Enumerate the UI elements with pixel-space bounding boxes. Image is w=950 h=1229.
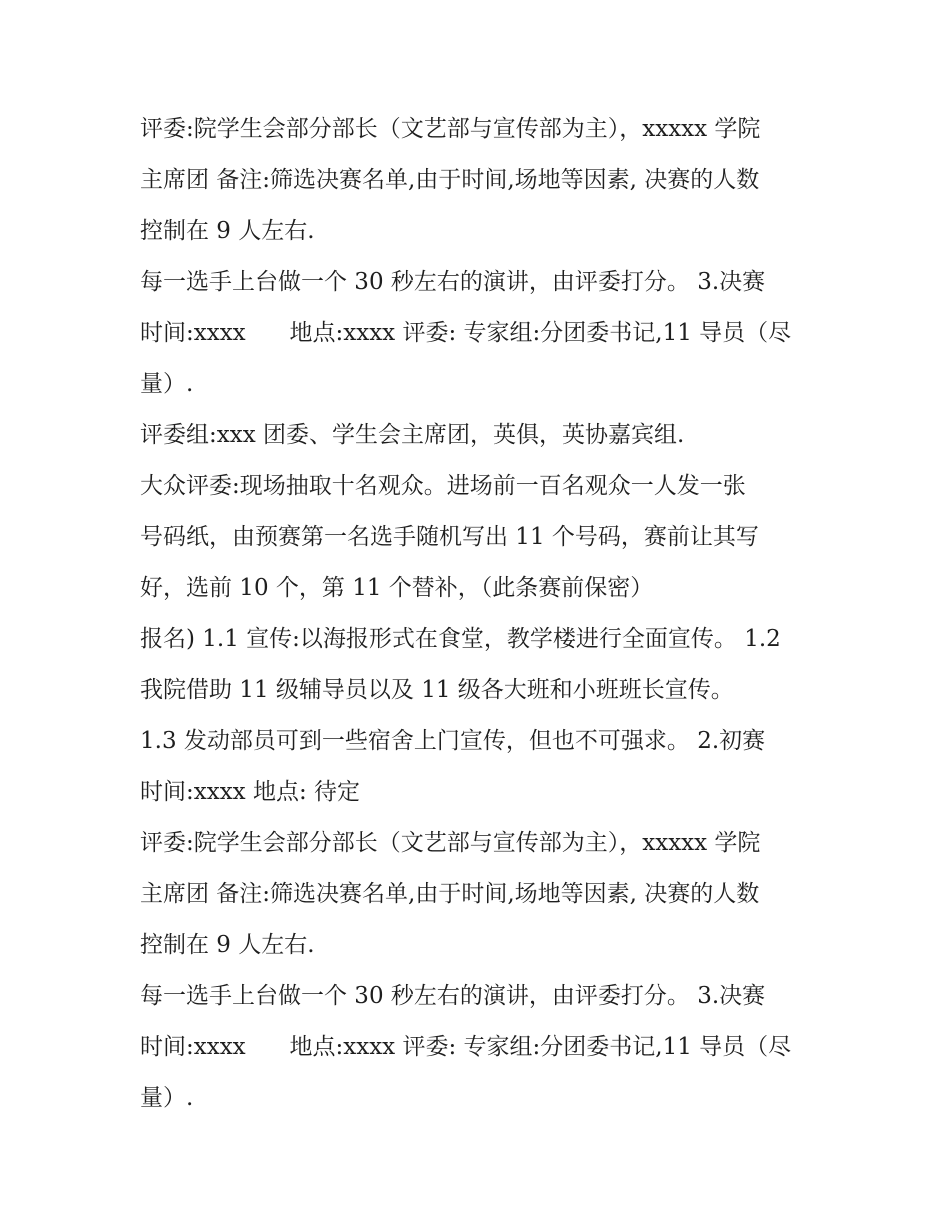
text-line: 每一选手上台做一个 30 秒左右的演讲，由评委打分。 3.决赛 xyxy=(140,269,766,295)
text-line: 好，选前 10 个，第 11 个替补，（此条赛前保密） xyxy=(140,575,654,601)
text-line: 控制在 9 人左右. xyxy=(140,218,315,244)
text-line: 每一选手上台做一个 30 秒左右的演讲，由评委打分。 3.决赛 xyxy=(140,983,766,1009)
text-line: 报名) 1.1 宣传:以海报形式在食堂，教学楼进行全面宣传。 1.2 xyxy=(140,626,781,652)
text-line: 时间:xxxx 地点:xxxx 评委: 专家组:分团委书记,11 导员（尽 xyxy=(140,1034,792,1060)
document-body xyxy=(140,104,830,1124)
text-line: 1.3 发动部员可到一些宿舍上门宣传，但也不可强求。 2.初赛 xyxy=(140,728,766,754)
text-line: 大众评委:现场抽取十名观众。进场前一百名观众一人发一张 xyxy=(140,473,746,499)
text-line: 时间:xxxx 地点: 待定 xyxy=(140,779,361,805)
text-line: 评委:院学生会部分部长（文艺部与宣传部为主），xxxxx 学院 xyxy=(140,116,761,142)
text-line: 主席团 备注:筛选决赛名单,由于时间,场地等因素, 决赛的人数 xyxy=(140,167,760,193)
text-line: 我院借助 11 级辅导员以及 11 级各大班和小班班长宣传。 xyxy=(140,677,734,703)
text-line: 时间:xxxx 地点:xxxx 评委: 专家组:分团委书记,11 导员（尽 xyxy=(140,320,792,346)
text-line: 评委:院学生会部分部长（文艺部与宣传部为主），xxxxx 学院 xyxy=(140,830,761,856)
text-line: 评委组:xxx 团委、学生会主席团，英俱，英协嘉宾组. xyxy=(140,422,685,448)
text-line: 主席团 备注:筛选决赛名单,由于时间,场地等因素, 决赛的人数 xyxy=(140,881,760,907)
text-line: 量）. xyxy=(140,371,194,397)
text-line: 控制在 9 人左右. xyxy=(140,932,315,958)
text-line: 量）. xyxy=(140,1085,194,1111)
text-line: 号码纸，由预赛第一名选手随机写出 11 个号码，赛前让其写 xyxy=(140,524,759,550)
